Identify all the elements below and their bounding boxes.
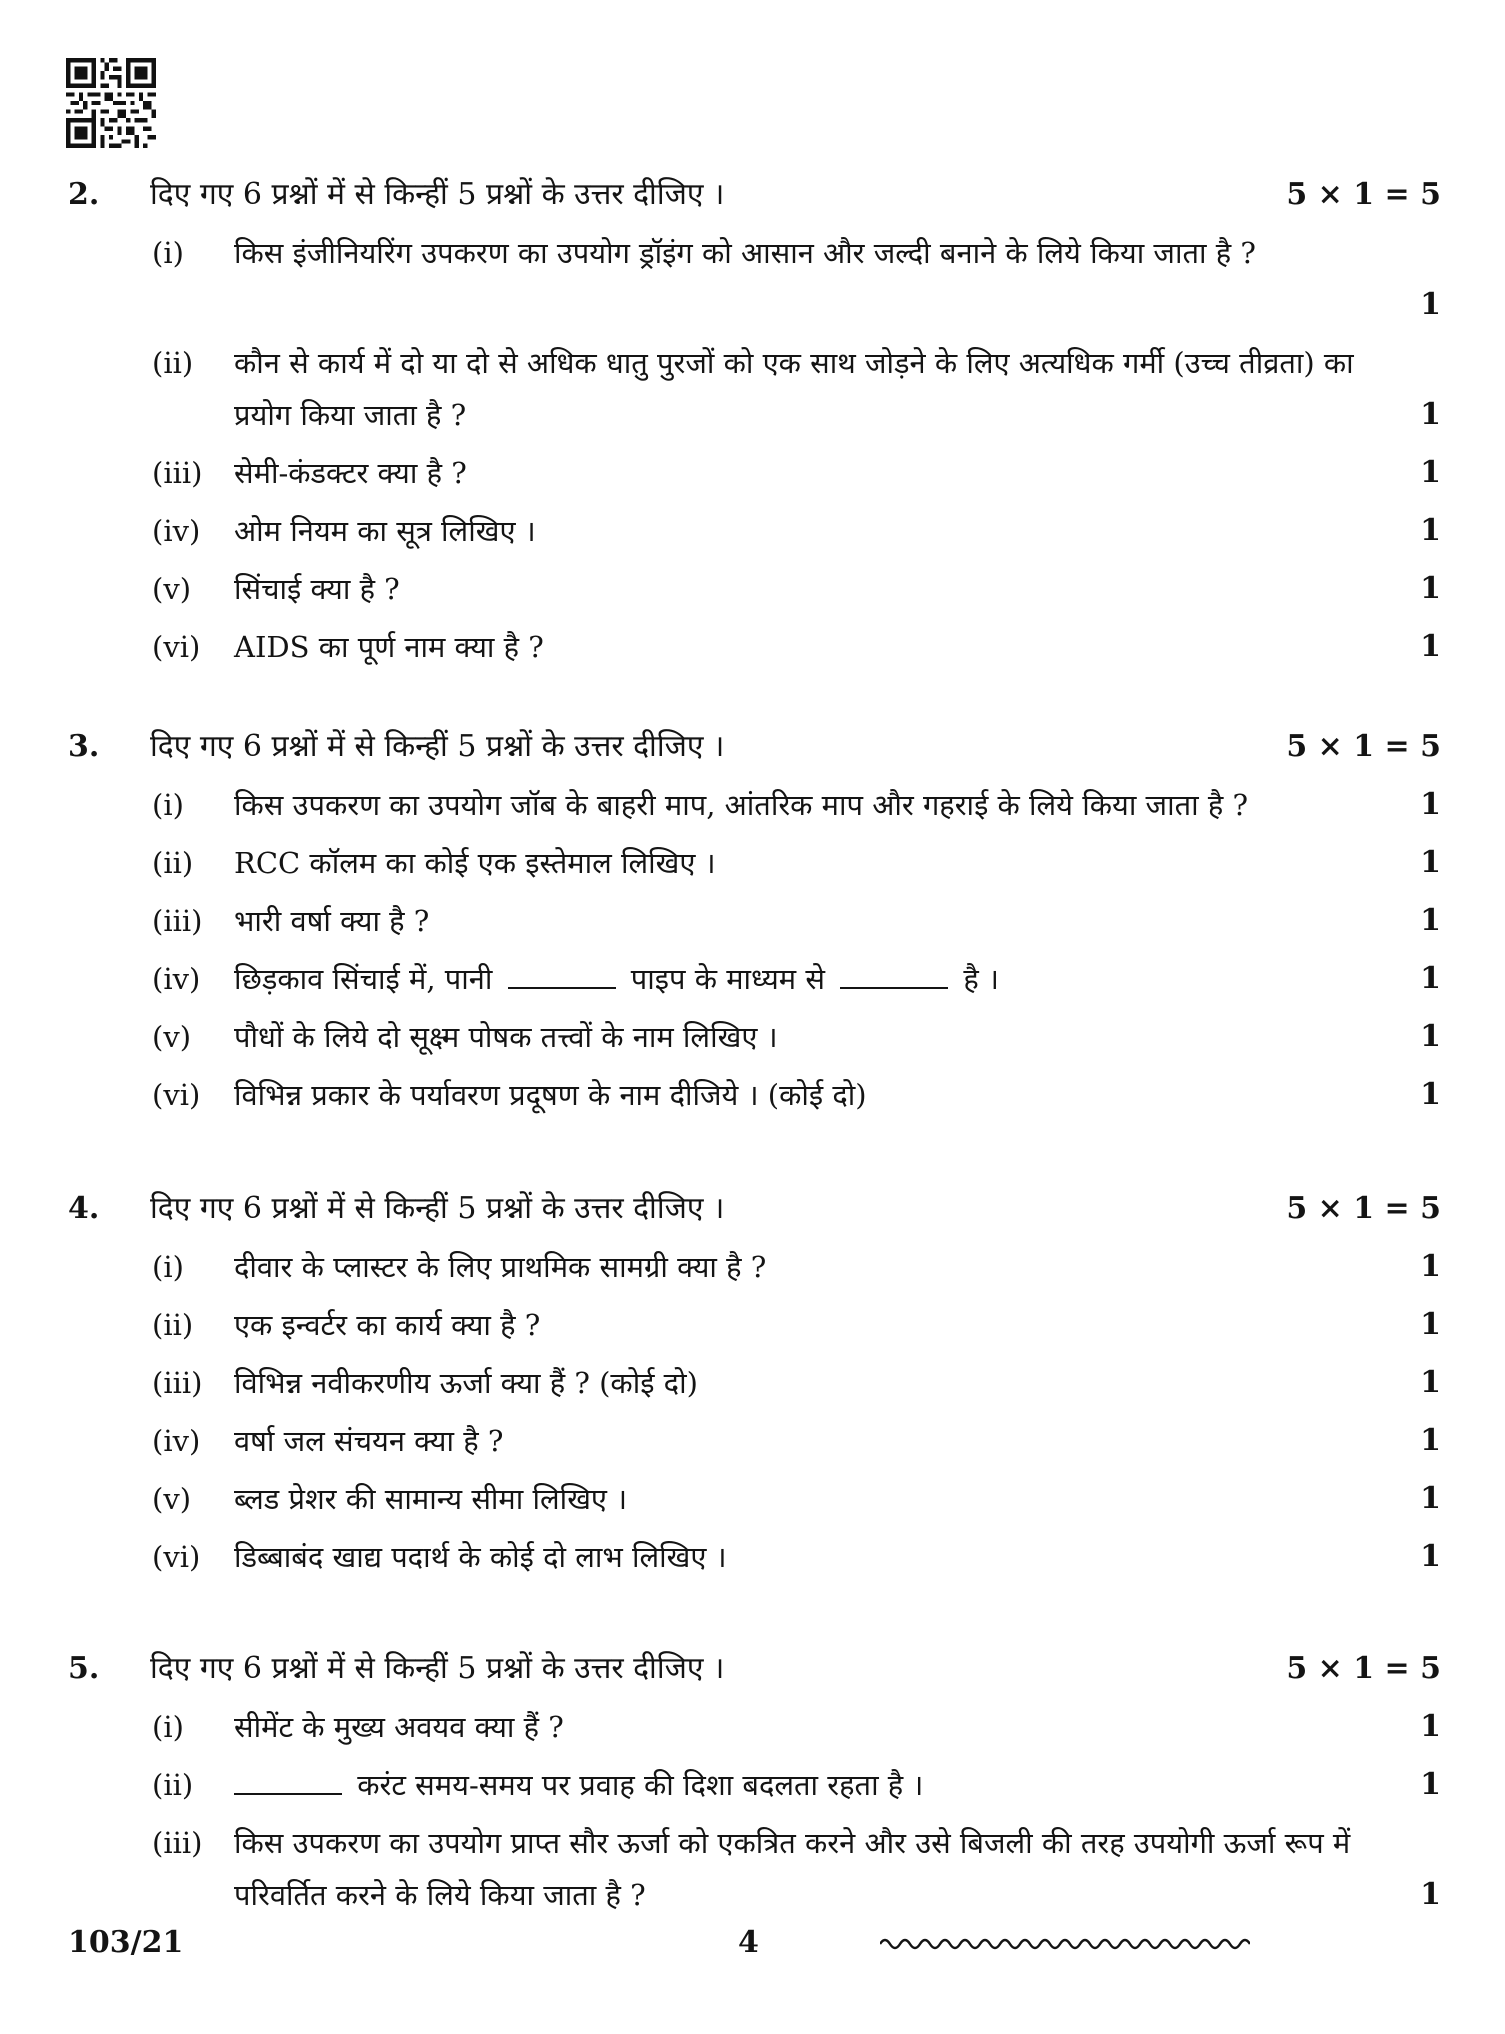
- question-number: 4.: [68, 1191, 100, 1226]
- sub-question-mark: 1: [1420, 1767, 1441, 1802]
- sub-question-text: वर्षा जल संचयन क्या है ?: [234, 1424, 504, 1458]
- sub-question: [0, 1756, 1505, 1814]
- sub-question-label: (vi): [152, 630, 201, 664]
- question-marks: 5 × 1 = 5: [1286, 177, 1441, 212]
- sub-question: [0, 560, 1505, 618]
- sub-question-label: (i): [152, 236, 184, 270]
- sub-question-text: AIDS का पूर्ण नाम क्या है ?: [234, 630, 544, 664]
- sub-question-mark: 1: [1420, 397, 1441, 432]
- sub-question: [0, 892, 1505, 950]
- sub-question-label: (iii): [152, 904, 203, 938]
- question-3: [0, 718, 1505, 1124]
- sub-question-text: डिब्बाबंद खाद्य पदार्थ के कोई दो लाभ लिखिए ।: [234, 1540, 727, 1574]
- sub-question-text-part: पाइप के माध्यम से: [630, 962, 825, 996]
- question-2: [0, 166, 1505, 676]
- fill-blank: [508, 986, 616, 989]
- sub-question: [0, 1470, 1505, 1528]
- question-4: [0, 1180, 1505, 1586]
- sub-question: [0, 224, 1505, 334]
- sub-question-label: (ii): [152, 346, 194, 380]
- sub-question: [0, 1238, 1505, 1296]
- sub-question-mark: 1: [1420, 903, 1441, 938]
- question-instruction: दिए गए 6 प्रश्नों में से किन्हीं 5 प्रश्नों के उत्तर दीजिए ।: [150, 177, 725, 212]
- sub-question-text: सिंचाई क्या है ?: [234, 572, 400, 606]
- page-number: 4: [738, 1925, 759, 1960]
- sub-question-mark: 1: [1420, 1877, 1441, 1912]
- paper-code: 103/21: [68, 1925, 184, 1960]
- sub-question-label: (ii): [152, 1308, 194, 1342]
- fill-blank: [840, 986, 948, 989]
- sub-question-label: (ii): [152, 1768, 194, 1802]
- sub-question-text: RCC कॉलम का कोई एक इस्तेमाल लिखिए ।: [234, 846, 716, 880]
- question-instruction: दिए गए 6 प्रश्नों में से किन्हीं 5 प्रश्नों के उत्तर दीजिए ।: [150, 729, 725, 764]
- sub-question-label: (v): [152, 572, 192, 606]
- sub-question: [0, 1354, 1505, 1412]
- question-marks: 5 × 1 = 5: [1286, 1191, 1441, 1226]
- sub-question-label: (vi): [152, 1078, 201, 1112]
- question-header: [0, 718, 1505, 776]
- sub-question-mark: 1: [1420, 1249, 1441, 1284]
- sub-question: [0, 1066, 1505, 1124]
- sub-question-mark: 1: [1420, 571, 1441, 606]
- question-number: 3.: [68, 729, 100, 764]
- sub-question-text-part: करंट समय-समय पर प्रवाह की दिशा बदलता रहता है ।: [357, 1768, 924, 1802]
- sub-question-label: (v): [152, 1020, 192, 1054]
- sub-question-text: एक इन्वर्टर का कार्य क्या है ?: [234, 1308, 541, 1342]
- sub-question: [0, 1698, 1505, 1756]
- sub-question-mark: 1: [1420, 1019, 1441, 1054]
- sub-question: [0, 1528, 1505, 1586]
- sub-question-label: (iv): [152, 962, 201, 996]
- sub-question-mark: 1: [1420, 1365, 1441, 1400]
- sub-question-text-part: छिड़काव सिंचाई में, पानी: [234, 962, 493, 996]
- sub-question-text: पौधों के लिये दो सूक्ष्म पोषक तत्त्वों के नाम लिखिए ।: [234, 1020, 778, 1054]
- sub-question-label: (iii): [152, 456, 203, 490]
- sub-question-label: (iv): [152, 514, 201, 548]
- sub-question-text: सीमेंट के मुख्य अवयव क्या हैं ?: [234, 1710, 564, 1744]
- sub-question: [0, 502, 1505, 560]
- question-header: [0, 1640, 1505, 1698]
- sub-question-text: भारी वर्षा क्या है ?: [234, 904, 430, 938]
- sub-question: [0, 1412, 1505, 1470]
- sub-question-mark: 1: [1420, 845, 1441, 880]
- sub-question: [0, 334, 1505, 444]
- sub-question-text: ब्लड प्रेशर की सामान्य सीमा लिखिए ।: [234, 1482, 628, 1516]
- sub-question-text: कौन से कार्य में दो या दो से अधिक धातु पुरजों को एक साथ जोड़ने के लिए अत्यधिक गर्मी (उच्च तीव्रता) का प्रयोग किया जाता है ?: [234, 346, 1354, 432]
- sub-question-mark: 1: [1420, 961, 1441, 996]
- sub-question-mark: 1: [1420, 1709, 1441, 1744]
- question-5: [0, 1640, 1505, 1924]
- sub-question-text: [234, 950, 1374, 1005]
- sub-question-text: विभिन्न नवीकरणीय ऊर्जा क्या हैं ? (कोई दो): [234, 1366, 698, 1400]
- qr-code-icon: [66, 58, 156, 148]
- sub-question-mark: 1: [1420, 787, 1441, 822]
- sub-question: [0, 618, 1505, 676]
- sub-question-mark: 1: [1420, 1307, 1441, 1342]
- sub-question: [0, 1008, 1505, 1066]
- sub-question-text: किस उपकरण का उपयोग प्राप्त सौर ऊर्जा को एकत्रित करने और उसे बिजली की तरह उपयोगी ऊर्जा रूप में परिवर्तित करने के लिये किया जाता है ?: [234, 1826, 1351, 1912]
- question-number: 2.: [68, 177, 100, 212]
- question-instruction: दिए गए 6 प्रश्नों में से किन्हीं 5 प्रश्नों के उत्तर दीजिए ।: [150, 1651, 725, 1686]
- sub-question-mark: 1: [1420, 1481, 1441, 1516]
- sub-question-label: (ii): [152, 846, 194, 880]
- sub-question-mark: 1: [1420, 287, 1441, 322]
- sub-question-label: (i): [152, 1710, 184, 1744]
- sub-question: [0, 950, 1505, 1008]
- sub-question-label: (i): [152, 1250, 184, 1284]
- sub-question-text: दीवार के प्लास्टर के लिए प्राथमिक सामग्री क्या है ?: [234, 1250, 767, 1284]
- sub-question-text: [234, 1756, 1374, 1811]
- question-header: [0, 166, 1505, 224]
- sub-question-mark: 1: [1420, 1423, 1441, 1458]
- question-marks: 5 × 1 = 5: [1286, 1651, 1441, 1686]
- fill-blank: [234, 1792, 342, 1795]
- sub-question-text: विभिन्न प्रकार के पर्यावरण प्रदूषण के नाम दीजिये । (कोई दो): [234, 1078, 867, 1112]
- question-number: 5.: [68, 1651, 100, 1686]
- sub-question-mark: 1: [1420, 1077, 1441, 1112]
- question-instruction: दिए गए 6 प्रश्नों में से किन्हीं 5 प्रश्नों के उत्तर दीजिए ।: [150, 1191, 725, 1226]
- sub-question: [0, 1814, 1505, 1924]
- sub-question-mark: 1: [1420, 1539, 1441, 1574]
- sub-question-label: (i): [152, 788, 184, 822]
- sub-question-label: (iv): [152, 1424, 201, 1458]
- sub-question-label: (iii): [152, 1826, 203, 1860]
- question-marks: 5 × 1 = 5: [1286, 729, 1441, 764]
- sub-question-label: (v): [152, 1482, 192, 1516]
- sub-question-label: (vi): [152, 1540, 201, 1574]
- sub-question: [0, 444, 1505, 502]
- sub-question-text: सेमी-कंडक्टर क्या है ?: [234, 456, 467, 490]
- sub-question: [0, 834, 1505, 892]
- question-header: [0, 1180, 1505, 1238]
- sub-question: [0, 1296, 1505, 1354]
- wavy-line-icon: [880, 1934, 1250, 1954]
- sub-question-text: ओम नियम का सूत्र लिखिए ।: [234, 514, 536, 548]
- sub-question-label: (iii): [152, 1366, 203, 1400]
- sub-question-text: किस उपकरण का उपयोग जॉब के बाहरी माप, आंतरिक माप और गहराई के लिये किया जाता है ?: [234, 788, 1249, 822]
- sub-question: [0, 776, 1505, 834]
- sub-question-mark: 1: [1420, 629, 1441, 664]
- sub-question-text-part: है ।: [963, 962, 999, 996]
- sub-question-text: किस इंजीनियरिंग उपकरण का उपयोग ड्रॉइंग को आसान और जल्दी बनाने के लिये किया जाता है ?: [234, 236, 1256, 270]
- sub-question-mark: 1: [1420, 513, 1441, 548]
- sub-question-mark: 1: [1420, 455, 1441, 490]
